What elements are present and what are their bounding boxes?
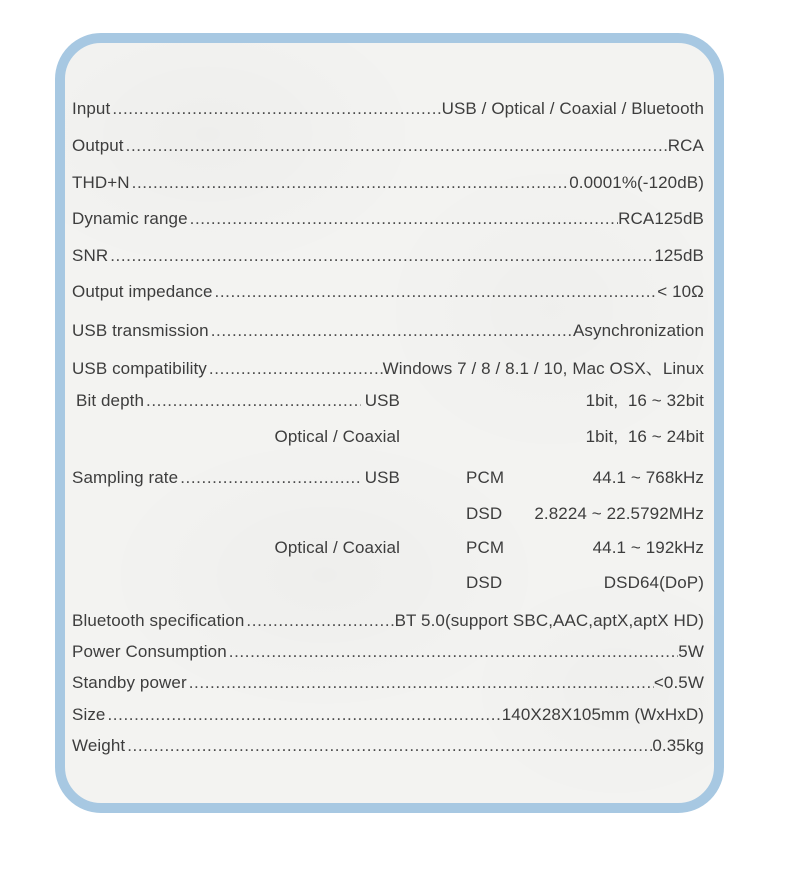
spec-row-bit-depth-optical	[72, 424, 704, 449]
spec-channel: PCM	[466, 538, 505, 557]
spec-value: < 10Ω	[657, 282, 704, 301]
dot-leader	[125, 733, 652, 758]
spec-value: <0.5W	[653, 673, 704, 692]
spec-row-sampling-optical-dsd	[72, 570, 704, 595]
spec-channel: PCM	[466, 468, 505, 487]
spec-value: DSD64(DoP)	[603, 573, 704, 592]
spec-value: Asynchronization	[572, 321, 704, 340]
spec-label: Standby power	[72, 673, 187, 692]
spec-row-snr	[72, 243, 704, 268]
spec-sheet-panel	[55, 33, 724, 813]
spec-label: Dynamic range	[72, 209, 188, 228]
dot-leader	[209, 318, 573, 343]
dot-leader	[187, 670, 654, 695]
dot-leader	[188, 206, 618, 231]
spec-row-sampling-optical-pcm	[72, 535, 704, 560]
spec-row-sampling-usb-dsd	[72, 501, 704, 526]
spec-left-segment	[72, 424, 400, 449]
spec-label: Size	[72, 705, 106, 724]
spec-value: USB / Optical / Coaxial / Bluetooth	[441, 99, 704, 118]
spec-source: Optical / Coaxial	[274, 538, 400, 557]
spec-label: USB transmission	[72, 321, 209, 340]
spec-label: Output	[72, 136, 124, 155]
spec-channel: DSD	[466, 504, 503, 523]
dot-leader	[227, 639, 679, 664]
spec-row-power-consumption	[72, 639, 704, 664]
spec-value: 5W	[678, 642, 704, 661]
spec-value: 0.35kg	[652, 736, 704, 755]
dot-leader	[124, 133, 668, 158]
spec-value: Windows 7 / 8 / 8.1 / 10, Mac OSX、Linux	[382, 359, 704, 378]
spec-row-output-impedance	[72, 279, 704, 304]
spec-value: RCA	[667, 136, 704, 155]
spec-value-mid: RCA	[618, 209, 655, 228]
spec-row-usb-compatibility	[72, 356, 704, 381]
spec-value: BT 5.0(support SBC,AAC,aptX,aptX HD)	[394, 611, 704, 630]
spec-source: Optical / Coaxial	[274, 427, 400, 446]
spec-value: 44.1 ~ 192kHz	[592, 538, 704, 557]
spec-source: USB	[364, 391, 400, 410]
spec-value: 1bit, 16 ~ 24bit	[585, 427, 704, 446]
spec-row-dynamic-range	[72, 206, 704, 231]
spec-row-input	[72, 96, 704, 121]
spec-row-sampling-usb-pcm	[72, 465, 704, 490]
spec-left-segment	[72, 388, 400, 413]
spec-label: Input	[72, 99, 111, 118]
dot-leader	[213, 279, 658, 304]
spec-left-segment	[72, 535, 400, 560]
spec-value: 140X28X105mm (WxHxD)	[501, 705, 704, 724]
spec-row-weight	[72, 733, 704, 758]
dot-leader	[105, 702, 501, 727]
spec-label: USB compatibility	[72, 359, 207, 378]
spec-row-bit-depth-usb	[72, 388, 704, 413]
dot-leader	[207, 356, 383, 381]
spec-row-size	[72, 702, 704, 727]
spec-row-usb-transmission	[72, 318, 704, 343]
spec-label: Weight	[72, 736, 126, 755]
spec-row-thdn	[72, 170, 704, 195]
dot-leader	[244, 608, 394, 633]
spec-left-segment	[72, 465, 400, 490]
spec-value: 2.8224 ~ 22.5792MHz	[534, 504, 704, 523]
spec-label: Output impedance	[72, 282, 213, 301]
spec-value: 125dB	[654, 209, 704, 228]
dot-leader	[144, 388, 361, 413]
spec-label: Power Consumption	[72, 642, 227, 661]
spec-source: USB	[364, 468, 400, 487]
spec-value: 0.0001%(-120dB)	[569, 173, 704, 192]
dot-leader	[178, 465, 361, 490]
dot-leader	[108, 243, 654, 268]
spec-value: 1bit, 16 ~ 32bit	[585, 391, 704, 410]
spec-value: 44.1 ~ 768kHz	[592, 468, 704, 487]
spec-row-standby-power	[72, 670, 704, 695]
spec-label: THD+N	[72, 173, 130, 192]
spec-label: Sampling rate	[72, 468, 179, 487]
spec-value: 125dB	[654, 246, 704, 265]
spec-row-output	[72, 133, 704, 158]
spec-channel: DSD	[466, 573, 503, 592]
spec-label: SNR	[72, 246, 109, 265]
spec-row-bluetooth	[72, 608, 704, 633]
dot-leader	[110, 96, 441, 121]
spec-label: Bit depth	[76, 391, 145, 410]
dot-leader	[130, 170, 570, 195]
spec-label: Bluetooth specification	[72, 611, 245, 630]
